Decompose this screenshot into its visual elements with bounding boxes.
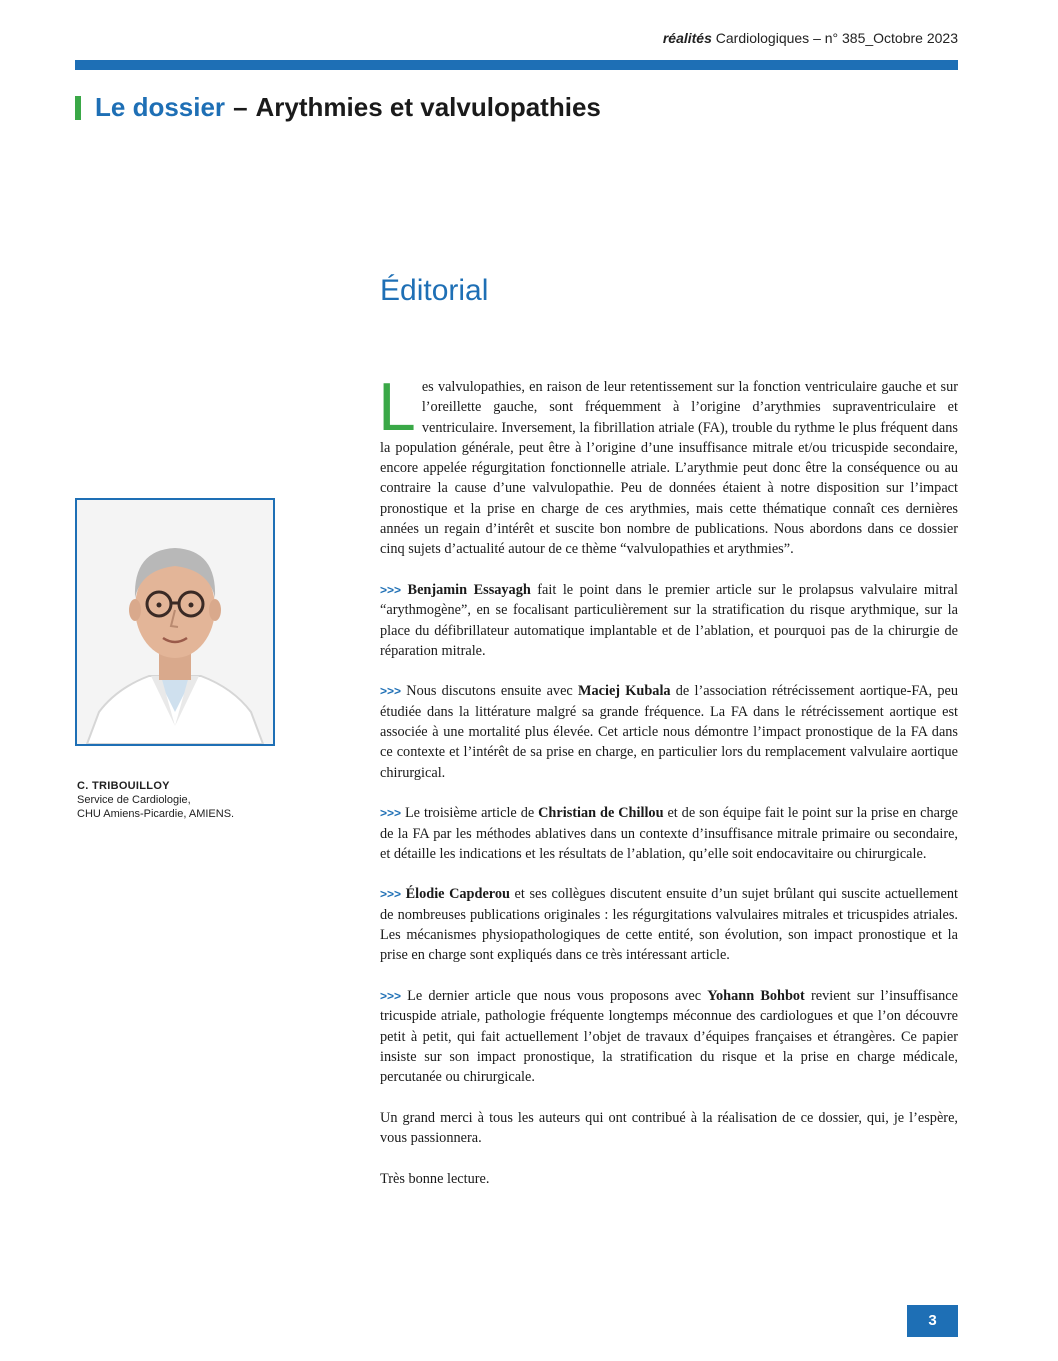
paragraph-text: fait le point dans le premier article sur le prolapsus valvulaire mitral “arythmogène”, en se focalisant particulièrement sur la stratification du risque arythmique, sur la place du défibrillateur automatique implantable et de l’ablation, et pourquoi pas de la chirurgie de réparation mitrale. — [380, 581, 959, 659]
intro-paragraph — [378, 369, 958, 560]
paragraph-text: Le troisième article de — [401, 805, 539, 822]
paragraph-essayagh — [380, 580, 958, 661]
paragraph-text: revient sur l’insuffisance tricuspide atriale, pathologie fréquente longtemps méconnue des cardiologues et que l’on découvre petit à petit, qui fait actuellement l’objet de travaux d’équipes françaises et étrangères. Ce papier insiste sur son impact pronostique, la stratification du risque et la prise en charge médicale, percutanée ou chirurgicale. — [380, 987, 958, 1086]
section-dash: – — [233, 92, 248, 122]
issue-info: Cardiologiques – n° 385_Octobre 2023 — [711, 30, 958, 46]
journal-brand: réalités — [662, 30, 712, 46]
thanks-paragraph: Un grand merci à tous les auteurs qui ont contribué à la réalisation de ce dossier, qui, je l’espère, vous passionnera. — [380, 1109, 958, 1146]
author-block — [77, 779, 297, 821]
author-name: C. TRIBOUILLOY — [77, 780, 170, 792]
arrows-icon: >>> — [380, 806, 402, 821]
section-label: Le dossier — [95, 92, 226, 122]
top-rule — [75, 60, 958, 70]
arrows-icon: >>> — [380, 887, 402, 902]
section-marker — [75, 96, 81, 120]
portrait-illustration — [77, 500, 273, 744]
paragraph-text: et de son équipe fait le point sur la prise en charge de la FA par les méthodes ablatives dans un contexte d’insuffisance mitrale primaire ou secondaire, et détaille les indications et les résultats de l’ablation, qu’elle soit endocavitaire ou chirurgicale. — [380, 805, 958, 862]
drop-cap: L — [378, 369, 416, 445]
author-mention: Yohann Bohbot — [707, 987, 805, 1004]
author-affiliation-line2: CHU Amiens-Picardie, AMIENS. — [77, 808, 235, 820]
arrows-icon: >>> — [380, 684, 402, 699]
paragraph-text: Le dernier article que nous vous proposons avec — [401, 987, 708, 1004]
paragraph-capderou — [380, 884, 958, 965]
arrows-icon: >>> — [380, 582, 402, 597]
author-portrait — [75, 498, 275, 746]
intro-text: es valvulopathies, en raison de leur retentissement sur la fonction ventriculaire gauche et sur l’oreillette gauche, sont fréquemment à l’origine d’arythmies supraventriculaire et ventriculaire. Inversement, la fibrillation atriale (FA), trouble du rythme le plus fréquent dans la population générale, peut être à l’origine d’une insuffisance mitrale et/ou tricuspide secondaire, encore appelée régurgitation fonctionnelle atriale. L’arythmie peut donc être la conséquence ou au contraire la cause d’une valvulopathie. Peu de données étaient à notre disposition sur l’impact pronostique et la prise en charge de ces arythmies, mais cette thématique connaît ces dernières années un regain d’intérêt et suscite bon nombre de publications. Nous abordons dans ce dossier cinq sujets d’actualité autour de ce thème “valvulopathies et arythmies”. — [380, 379, 958, 558]
page-number: 3 — [907, 1305, 958, 1337]
editorial-body — [378, 369, 959, 1209]
paragraph-text: et ses collègues discutent ensuite d’un sujet brûlant qui suscite actuellement de nombreuses publications originales : les régurgitations valvulaires mitrales et tricuspides atriales. Les mécanismes physiopathologiques de cette entité, son évolution, son impact pronostique et la prise en charge sont expliqués dans ce très intéressant article. — [380, 886, 958, 964]
author-affiliation-line1: Service de Cardiologie, — [77, 794, 191, 806]
closing-line: Très bonne lecture. — [380, 1170, 490, 1187]
author-mention: Maciej Kubala — [577, 683, 671, 700]
section-topic: Arythmies et valvulopathies — [255, 92, 601, 122]
author-mention: Christian de Chillou — [538, 805, 664, 822]
paragraph-text: Nous discutons ensuite avec — [401, 683, 578, 700]
paragraph-bohbot — [380, 986, 958, 1087]
arrows-icon: >>> — [380, 988, 402, 1003]
author-mention: Élodie Capderou — [405, 886, 510, 903]
running-head — [663, 30, 958, 46]
author-mention: Benjamin Essayagh — [407, 581, 531, 598]
page-title: Éditorial — [380, 274, 489, 307]
section-title — [75, 92, 601, 123]
paragraph-text: de l’association rétrécissement aortique-FA, peu étudiée dans la littérature malgré sa grande fréquence. La FA dans le rétrécissement aortique est associée à une mortalité plus élevée. Cet article nous démontre l’impact pronostique de la FA dans ce contexte et l’intérêt de sa prise en charge, en particulier lors du remplacement valvulaire aortique chirurgical. — [380, 683, 958, 781]
paragraph-kubala — [380, 681, 958, 782]
paragraph-de-chillou — [380, 803, 958, 864]
